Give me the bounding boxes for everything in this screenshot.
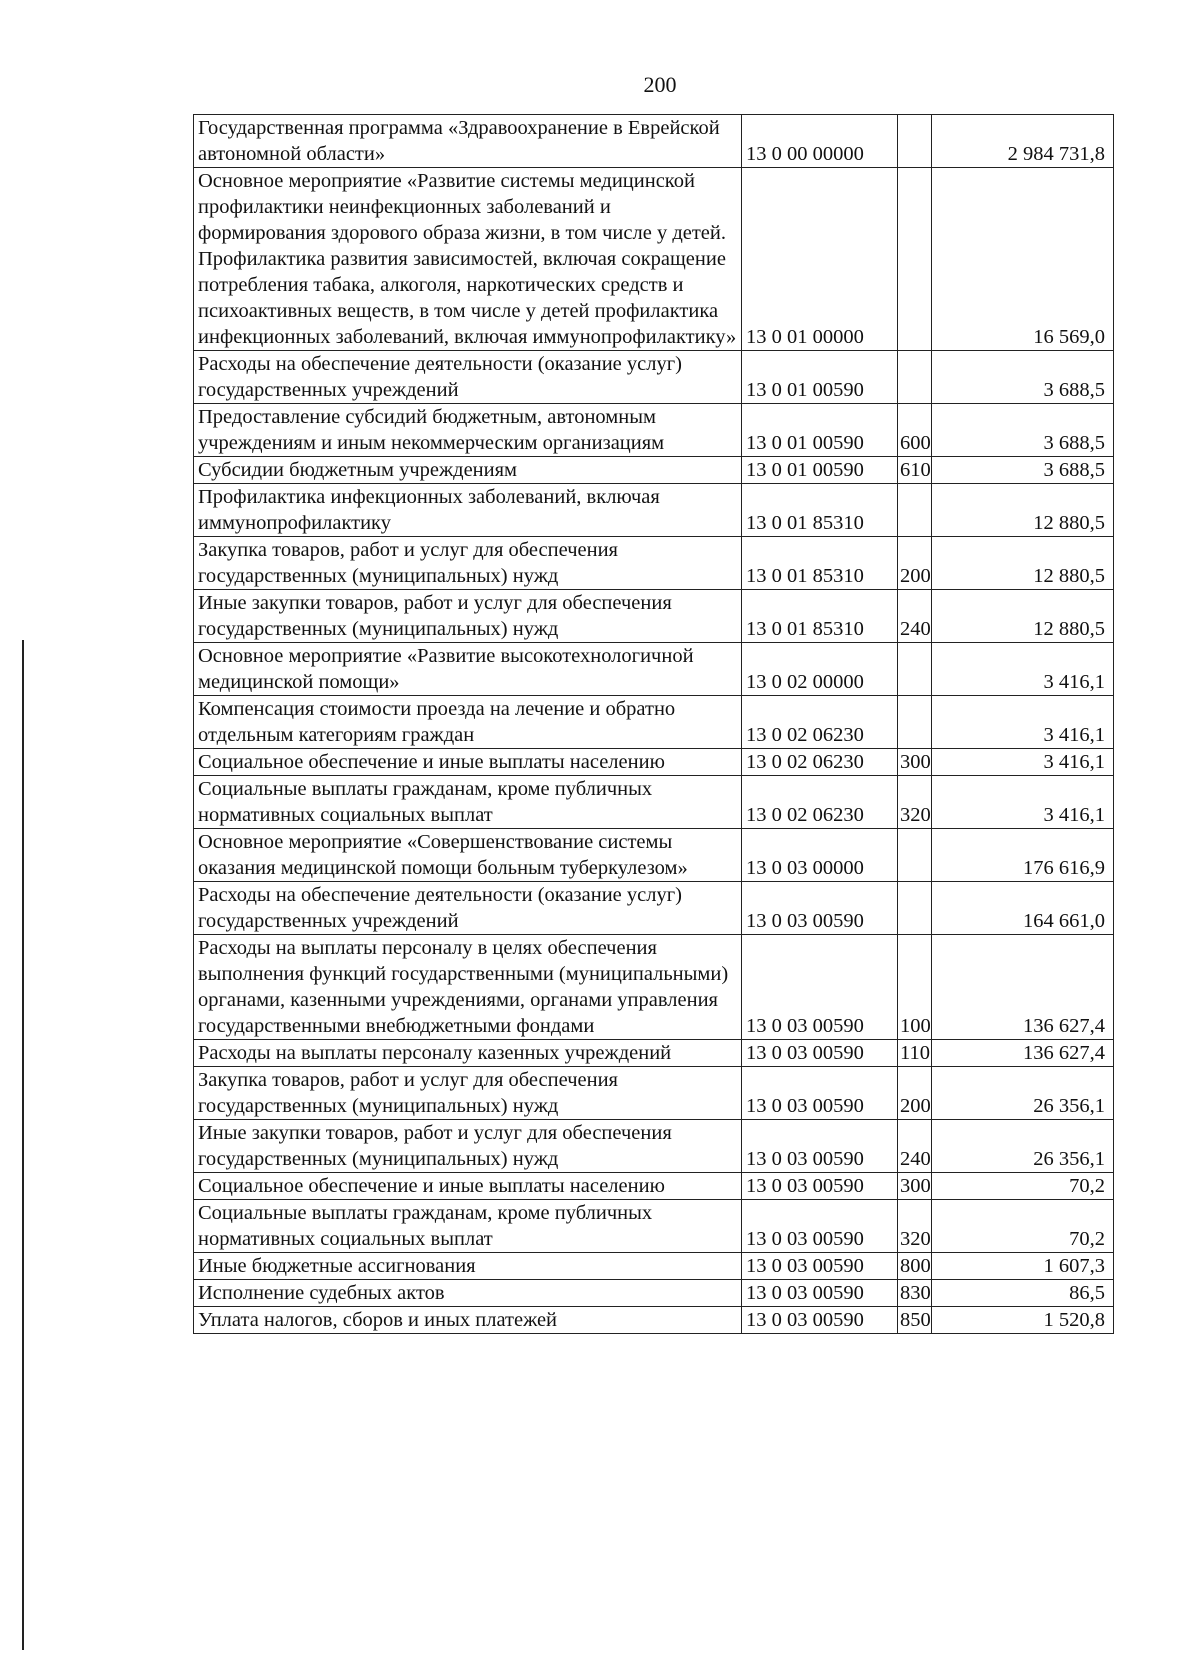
expense-type-code-cell: 320: [898, 776, 932, 829]
expense-name-cell: Иные закупки товаров, работ и услуг для обеспечения государственных (муниципальных) нужд: [194, 590, 742, 643]
expense-name-cell: Расходы на выплаты персоналу в целях обеспечения выполнения функций государственными (муниципальными) органами, казенными учреждениями, органами управления государственными внебюджетными фондами: [194, 935, 742, 1040]
target-article-code-cell: 13 0 00 00000: [742, 115, 898, 168]
target-article-code-cell: 13 0 01 85310: [742, 484, 898, 537]
expense-type-code-cell: 240: [898, 1120, 932, 1173]
target-article-code-cell: 13 0 03 00590: [742, 1173, 898, 1200]
expense-name-cell: Социальные выплаты гражданам, кроме публичных нормативных социальных выплат: [194, 776, 742, 829]
table-row: [194, 168, 1114, 351]
target-article-code-cell: 13 0 03 00590: [742, 1040, 898, 1067]
target-article-code-cell: 13 0 03 00590: [742, 1067, 898, 1120]
table-row: [194, 882, 1114, 935]
amount-cell: 3 688,5: [932, 457, 1114, 484]
expense-type-code-cell: 610: [898, 457, 932, 484]
amount-cell: 70,2: [932, 1173, 1114, 1200]
expense-type-code-cell: 830: [898, 1280, 932, 1307]
target-article-code-cell: 13 0 03 00590: [742, 1120, 898, 1173]
table-row: [194, 1200, 1114, 1253]
target-article-code-cell: 13 0 03 00590: [742, 1253, 898, 1280]
expense-name-cell: Расходы на обеспечение деятельности (оказание услуг) государственных учреждений: [194, 351, 742, 404]
expense-name-cell: Предоставление субсидий бюджетным, автономным учреждениям и иным некоммерческим организациям: [194, 404, 742, 457]
expense-type-code-cell: 600: [898, 404, 932, 457]
target-article-code-cell: 13 0 01 85310: [742, 590, 898, 643]
amount-cell: 86,5: [932, 1280, 1114, 1307]
amount-cell: 3 416,1: [932, 749, 1114, 776]
expense-name-cell: Иные бюджетные ассигнования: [194, 1253, 742, 1280]
expense-type-code-cell: [898, 115, 932, 168]
amount-cell: 176 616,9: [932, 829, 1114, 882]
expense-name-cell: Основное мероприятие «Развитие системы медицинской профилактики неинфекционных заболеваний и формирования здорового образа жизни, в том числе у детей. Профилактика развития зависимостей, включая сокращение потребления табака, алкоголя, наркотических средств и психоактивных веществ, в том числе у детей профилактика инфекционных заболеваний, включая иммунопрофилактику»: [194, 168, 742, 351]
target-article-code-cell: 13 0 01 00590: [742, 404, 898, 457]
target-article-code-cell: 13 0 01 85310: [742, 537, 898, 590]
amount-cell: 1 607,3: [932, 1253, 1114, 1280]
table-row: [194, 1067, 1114, 1120]
target-article-code-cell: 13 0 01 00590: [742, 457, 898, 484]
table-row: [194, 643, 1114, 696]
table-row: [194, 1120, 1114, 1173]
expense-type-code-cell: [898, 829, 932, 882]
expense-name-cell: Уплата налогов, сборов и иных платежей: [194, 1307, 742, 1334]
budget-table: [193, 114, 1114, 1334]
expense-type-code-cell: [898, 643, 932, 696]
expense-name-cell: Социальное обеспечение и иные выплаты населению: [194, 749, 742, 776]
amount-cell: 136 627,4: [932, 1040, 1114, 1067]
expense-name-cell: Основное мероприятие «Совершенствование системы оказания медицинской помощи больным туберкулезом»: [194, 829, 742, 882]
target-article-code-cell: 13 0 03 00000: [742, 829, 898, 882]
expense-type-code-cell: 850: [898, 1307, 932, 1334]
expense-type-code-cell: [898, 168, 932, 351]
target-article-code-cell: 13 0 02 00000: [742, 643, 898, 696]
expense-name-cell: Субсидии бюджетным учреждениям: [194, 457, 742, 484]
table-row: [194, 696, 1114, 749]
expense-name-cell: Основное мероприятие «Развитие высокотехнологичной медицинской помощи»: [194, 643, 742, 696]
amount-cell: 12 880,5: [932, 537, 1114, 590]
amount-cell: 3 416,1: [932, 776, 1114, 829]
table-row: [194, 457, 1114, 484]
amount-cell: 3 688,5: [932, 351, 1114, 404]
expense-type-code-cell: 300: [898, 749, 932, 776]
table-row: [194, 404, 1114, 457]
amount-cell: 164 661,0: [932, 882, 1114, 935]
expense-type-code-cell: 200: [898, 1067, 932, 1120]
amount-cell: 1 520,8: [932, 1307, 1114, 1334]
expense-name-cell: Государственная программа «Здравоохранение в Еврейской автономной области»: [194, 115, 742, 168]
expense-name-cell: Закупка товаров, работ и услуг для обеспечения государственных (муниципальных) нужд: [194, 1067, 742, 1120]
target-article-code-cell: 13 0 01 00000: [742, 168, 898, 351]
target-article-code-cell: 13 0 03 00590: [742, 1307, 898, 1334]
amount-cell: 12 880,5: [932, 590, 1114, 643]
table-row: [194, 537, 1114, 590]
amount-cell: 136 627,4: [932, 935, 1114, 1040]
expense-name-cell: Исполнение судебных актов: [194, 1280, 742, 1307]
expense-name-cell: Компенсация стоимости проезда на лечение и обратно отдельным категориям граждан: [194, 696, 742, 749]
amount-cell: 3 416,1: [932, 643, 1114, 696]
expense-type-code-cell: 300: [898, 1173, 932, 1200]
amount-cell: 3 688,5: [932, 404, 1114, 457]
amount-cell: 16 569,0: [932, 168, 1114, 351]
page-number: 200: [643, 72, 677, 97]
amount-cell: 12 880,5: [932, 484, 1114, 537]
expense-name-cell: Расходы на обеспечение деятельности (оказание услуг) государственных учреждений: [194, 882, 742, 935]
target-article-code-cell: 13 0 02 06230: [742, 696, 898, 749]
expense-name-cell: Социальное обеспечение и иные выплаты населению: [194, 1173, 742, 1200]
scan-margin-line: [22, 640, 24, 1650]
table-row: [194, 776, 1114, 829]
table-row: [194, 1253, 1114, 1280]
target-article-code-cell: 13 0 03 00590: [742, 935, 898, 1040]
table-row: [194, 935, 1114, 1040]
target-article-code-cell: 13 0 03 00590: [742, 1280, 898, 1307]
table-row: [194, 115, 1114, 168]
table-row: [194, 749, 1114, 776]
table-row: [194, 484, 1114, 537]
amount-cell: 26 356,1: [932, 1120, 1114, 1173]
expense-name-cell: Социальные выплаты гражданам, кроме публичных нормативных социальных выплат: [194, 1200, 742, 1253]
target-article-code-cell: 13 0 02 06230: [742, 776, 898, 829]
expense-type-code-cell: [898, 484, 932, 537]
expense-name-cell: Иные закупки товаров, работ и услуг для обеспечения государственных (муниципальных) нужд: [194, 1120, 742, 1173]
expense-name-cell: Расходы на выплаты персоналу казенных учреждений: [194, 1040, 742, 1067]
expense-type-code-cell: 100: [898, 935, 932, 1040]
table-row: [194, 351, 1114, 404]
expense-type-code-cell: 320: [898, 1200, 932, 1253]
target-article-code-cell: 13 0 02 06230: [742, 749, 898, 776]
expense-type-code-cell: 200: [898, 537, 932, 590]
expense-type-code-cell: 240: [898, 590, 932, 643]
amount-cell: 2 984 731,8: [932, 115, 1114, 168]
expense-type-code-cell: 800: [898, 1253, 932, 1280]
table-row: [194, 590, 1114, 643]
amount-cell: 26 356,1: [932, 1067, 1114, 1120]
table-row: [194, 829, 1114, 882]
target-article-code-cell: 13 0 01 00590: [742, 351, 898, 404]
expense-type-code-cell: [898, 882, 932, 935]
table-row: [194, 1173, 1114, 1200]
expense-name-cell: Закупка товаров, работ и услуг для обеспечения государственных (муниципальных) нужд: [194, 537, 742, 590]
expense-type-code-cell: [898, 351, 932, 404]
expense-name-cell: Профилактика инфекционных заболеваний, включая иммунопрофилактику: [194, 484, 742, 537]
table-body: [194, 115, 1114, 1334]
target-article-code-cell: 13 0 03 00590: [742, 882, 898, 935]
amount-cell: 3 416,1: [932, 696, 1114, 749]
expense-type-code-cell: [898, 696, 932, 749]
table-row: [194, 1040, 1114, 1067]
expense-type-code-cell: 110: [898, 1040, 932, 1067]
table-row: [194, 1280, 1114, 1307]
table-row: [194, 1307, 1114, 1334]
target-article-code-cell: 13 0 03 00590: [742, 1200, 898, 1253]
amount-cell: 70,2: [932, 1200, 1114, 1253]
